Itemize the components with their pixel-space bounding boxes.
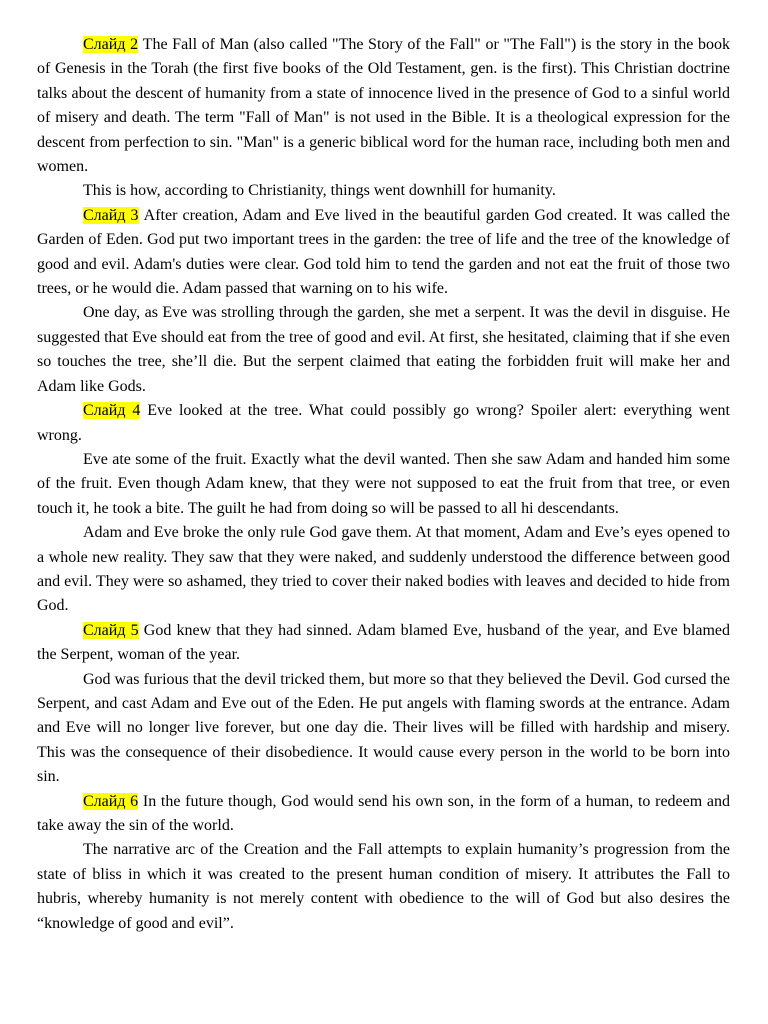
paragraph-text: Adam and Eve broke the only rule God gave them. At that moment, Adam and Eve’s eyes opened to a whole new reality. They saw that they were naked, and suddenly understood the difference between good and evil. They were so ashamed, they tried to cover their naked bodies with leaves and decided to hide from God. <box>37 524 730 615</box>
paragraph-downhill <box>37 179 730 203</box>
slide-marker-2: Слайд 2 <box>83 36 139 53</box>
paragraph-eve-ate <box>37 448 730 521</box>
paragraph-text: The Fall of Man (also called "The Story of the Fall" or "The Fall") is the story in the book of Genesis in the Torah (the first five books of the Old Testament, gen. is the first). This Christian doctrine talks about the descent of humanity from a state of innocence lived in the presence of God to a sinful world of misery and death. The term "Fall of Man" is not used in the Bible. It is a theological expression for the descent from perfection to sin. "Man" is a generic biblical word for the human race, including both men and women. <box>37 36 730 176</box>
slide-marker-6: Слайд 6 <box>83 792 139 810</box>
paragraph-text: Eve looked at the tree. What could possibly go wrong? Spoiler alert: everything went wrong. <box>37 402 730 444</box>
paragraph-text: One day, as Eve was strolling through the garden, she met a serpent. It was the devil in disguise. He suggested that Eve should eat from the tree of good and evil. At first, she hesitated, claiming that if she even so touches the tree, she’ll die. But the serpent claimed that eating the forbidden fruit will make her and Adam like Gods. <box>37 304 730 395</box>
paragraph-god-furious <box>37 668 730 790</box>
paragraph-slide-2 <box>37 33 730 179</box>
paragraph-text: After creation, Adam and Eve lived in the beautiful garden God created. It was called the Garden of Eden. God put two important trees in the garden: the tree of life and the tree of the knowledge of good and evil. Adam's duties were clear. God told him to tend the garden and not eat the fruit of those two trees, or he would die. Adam passed that warning on to his wife. <box>37 206 730 298</box>
slide-marker-4: Слайд 4 <box>83 402 141 420</box>
paragraph-text: This is how, according to Christianity, things went downhill for humanity. <box>83 182 556 200</box>
paragraph-slide-6 <box>37 790 730 839</box>
paragraph-text: God knew that they had sinned. Adam blamed Eve, husband of the year, and Eve blamed the Serpent, woman of the year. <box>37 621 730 664</box>
paragraph-text: The narrative arc of the Creation and the Fall attempts to explain humanity’s progression from the state of bliss in which it was created to the present human condition of misery. It attributes the Fall to hubris, whereby humanity is not merely content with obedience to the will of God but also desires the “knowledge of good and evil”. <box>37 841 730 932</box>
paragraph-narrative-arc <box>37 838 730 936</box>
slide-marker-3: Слайд 3 <box>83 206 139 224</box>
paragraph-slide-5 <box>37 619 730 668</box>
paragraph-slide-3 <box>37 204 730 302</box>
paragraph-text: In the future though, God would send his own son, in the form of a human, to redeem and take away the sin of the world. <box>37 792 730 834</box>
slide-marker-5: Слайд 5 <box>83 621 139 639</box>
paragraph-text: Eve ate some of the fruit. Exactly what the devil wanted. Then she saw Adam and handed him some of the fruit. Even though Adam knew, that they were not supposed to eat the fruit from that tree, or even touch it, he took a bite. The guilt he had from doing so will be passed to all hi descendants. <box>37 450 730 517</box>
paragraph-text: God was furious that the devil tricked them, but more so that they believed the Devil. God cursed the Serpent, and cast Adam and Eve out of the Eden. He put angels with flaming swords at the entrance. Adam and Eve will no longer live forever, but one day die. Their lives will be filled with hardship and misery. This was the consequence of their disobedience. It would cause every person in the world to be born into sin. <box>37 670 730 786</box>
paragraph-broke-rule <box>37 521 730 619</box>
paragraph-serpent <box>37 301 730 399</box>
paragraph-slide-4 <box>37 399 730 448</box>
